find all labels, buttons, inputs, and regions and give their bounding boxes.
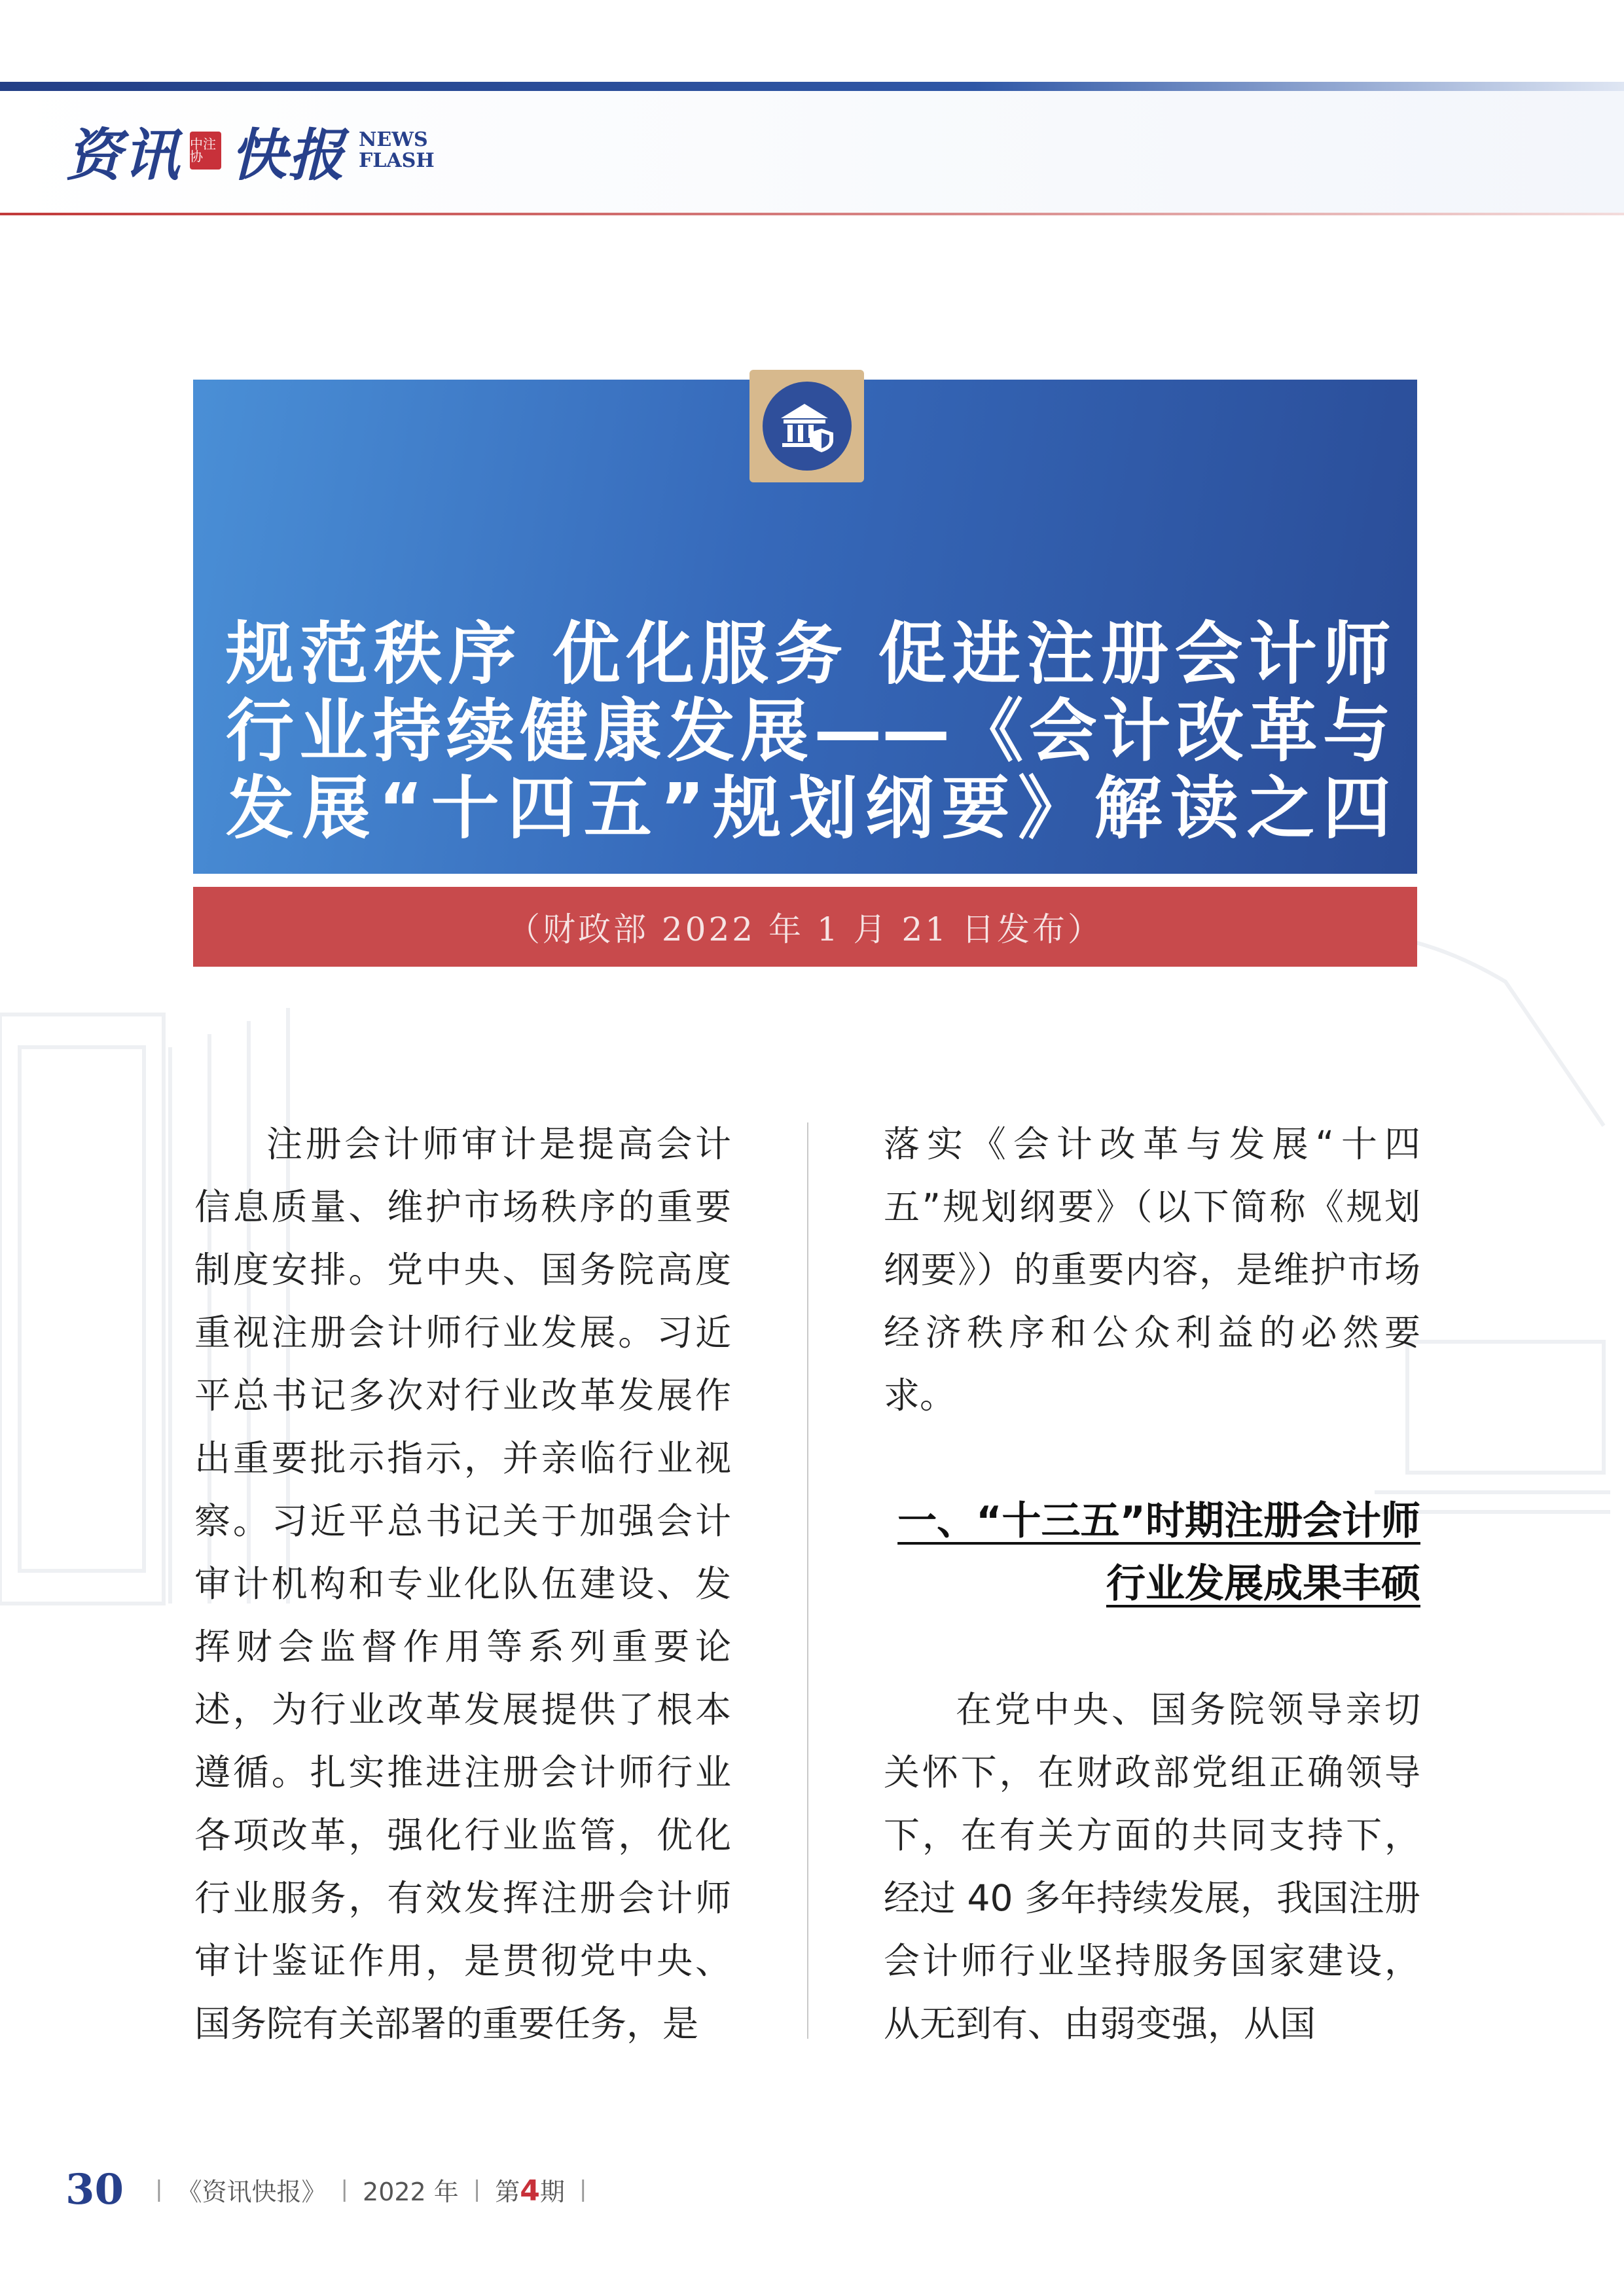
footer-separator: | — [579, 2176, 587, 2202]
section-paragraph: 在党中央、国务院领导亲切关怀下，在财政部党组正确领导下，在有关方面的共同支持下，经过 40 多年持续发展，我国注册会计师行业坚持服务国家建设，从无到有、由弱变强，从国 — [884, 1689, 1420, 2045]
logo-text-part2: 快报 — [230, 122, 346, 188]
left-column — [194, 1113, 731, 2055]
page-footer — [65, 2163, 601, 2215]
footer-publication: 《资讯快报》 — [177, 2177, 327, 2206]
header-red-rule — [0, 213, 1624, 215]
logo-english — [359, 130, 435, 171]
top-color-rule — [0, 82, 1624, 91]
page-number: 30 — [65, 2164, 124, 2214]
title-line-1: 规范秩序 优化服务 促进注册会计师 — [226, 613, 1391, 694]
issue-number: 4 — [520, 2174, 540, 2208]
emblem-circle — [763, 382, 852, 471]
title-line-2: 行业持续健康发展——《会计改革与 — [226, 691, 1391, 771]
footer-separator: | — [473, 2176, 481, 2202]
footer-separator: | — [155, 2176, 163, 2202]
article-title — [226, 615, 1391, 847]
publication-logo — [65, 115, 435, 187]
right-column — [884, 1113, 1420, 2055]
footer-issue — [495, 2172, 565, 2208]
emblem-badge — [749, 370, 864, 482]
logo-english-line1: NEWS — [359, 128, 428, 151]
intro-paragraph: 注册会计师审计是提高会计信息质量、维护市场秩序的重要制度安排。党中央、国务院高度重视注册会计师行业发展。习近平总书记多次对行业改革发展作出重要批示指示，并亲临行业视察。习近平总书记关于加强会计审计机构和专业化队伍建设、发挥财会监督作用等系列重要论述，为行业改革发展提供了根本遵循。扎实推进注册会计师行业各项改革，强化行业监管，优化行业服务，有效发挥注册会计师审计鉴证作用，是贯彻党中央、国务院有关部署的重要任务，是 — [194, 1123, 731, 2045]
logo-english-line2: FLASH — [359, 149, 435, 172]
logo-text-part1: 资讯 — [65, 122, 181, 188]
title-line-3: 发展“十四五”规划纲要》解读之四 — [226, 768, 1391, 848]
issue-prefix: 第 — [495, 2177, 520, 2206]
footer-separator: | — [340, 2176, 349, 2202]
section-heading: 一、“十三五”时期注册会计师行业发展成果丰硕 — [897, 1498, 1420, 1607]
logo-seal: 中注协 — [190, 132, 221, 170]
footer-year: 2022 年 — [363, 2177, 459, 2206]
issue-suffix: 期 — [539, 2177, 565, 2206]
continued-paragraph: 落实《会计改革与发展“十四五”规划纲要》（以下简称《规划纲要》）的重要内容，是维护市场经济秩序和公众利益的必然要求。 — [884, 1123, 1420, 1416]
bank-shield-icon — [776, 399, 839, 454]
publication-date-strip: （财政部 2022 年 1 月 21 日发布） — [193, 887, 1417, 967]
column-divider — [807, 1122, 808, 2039]
